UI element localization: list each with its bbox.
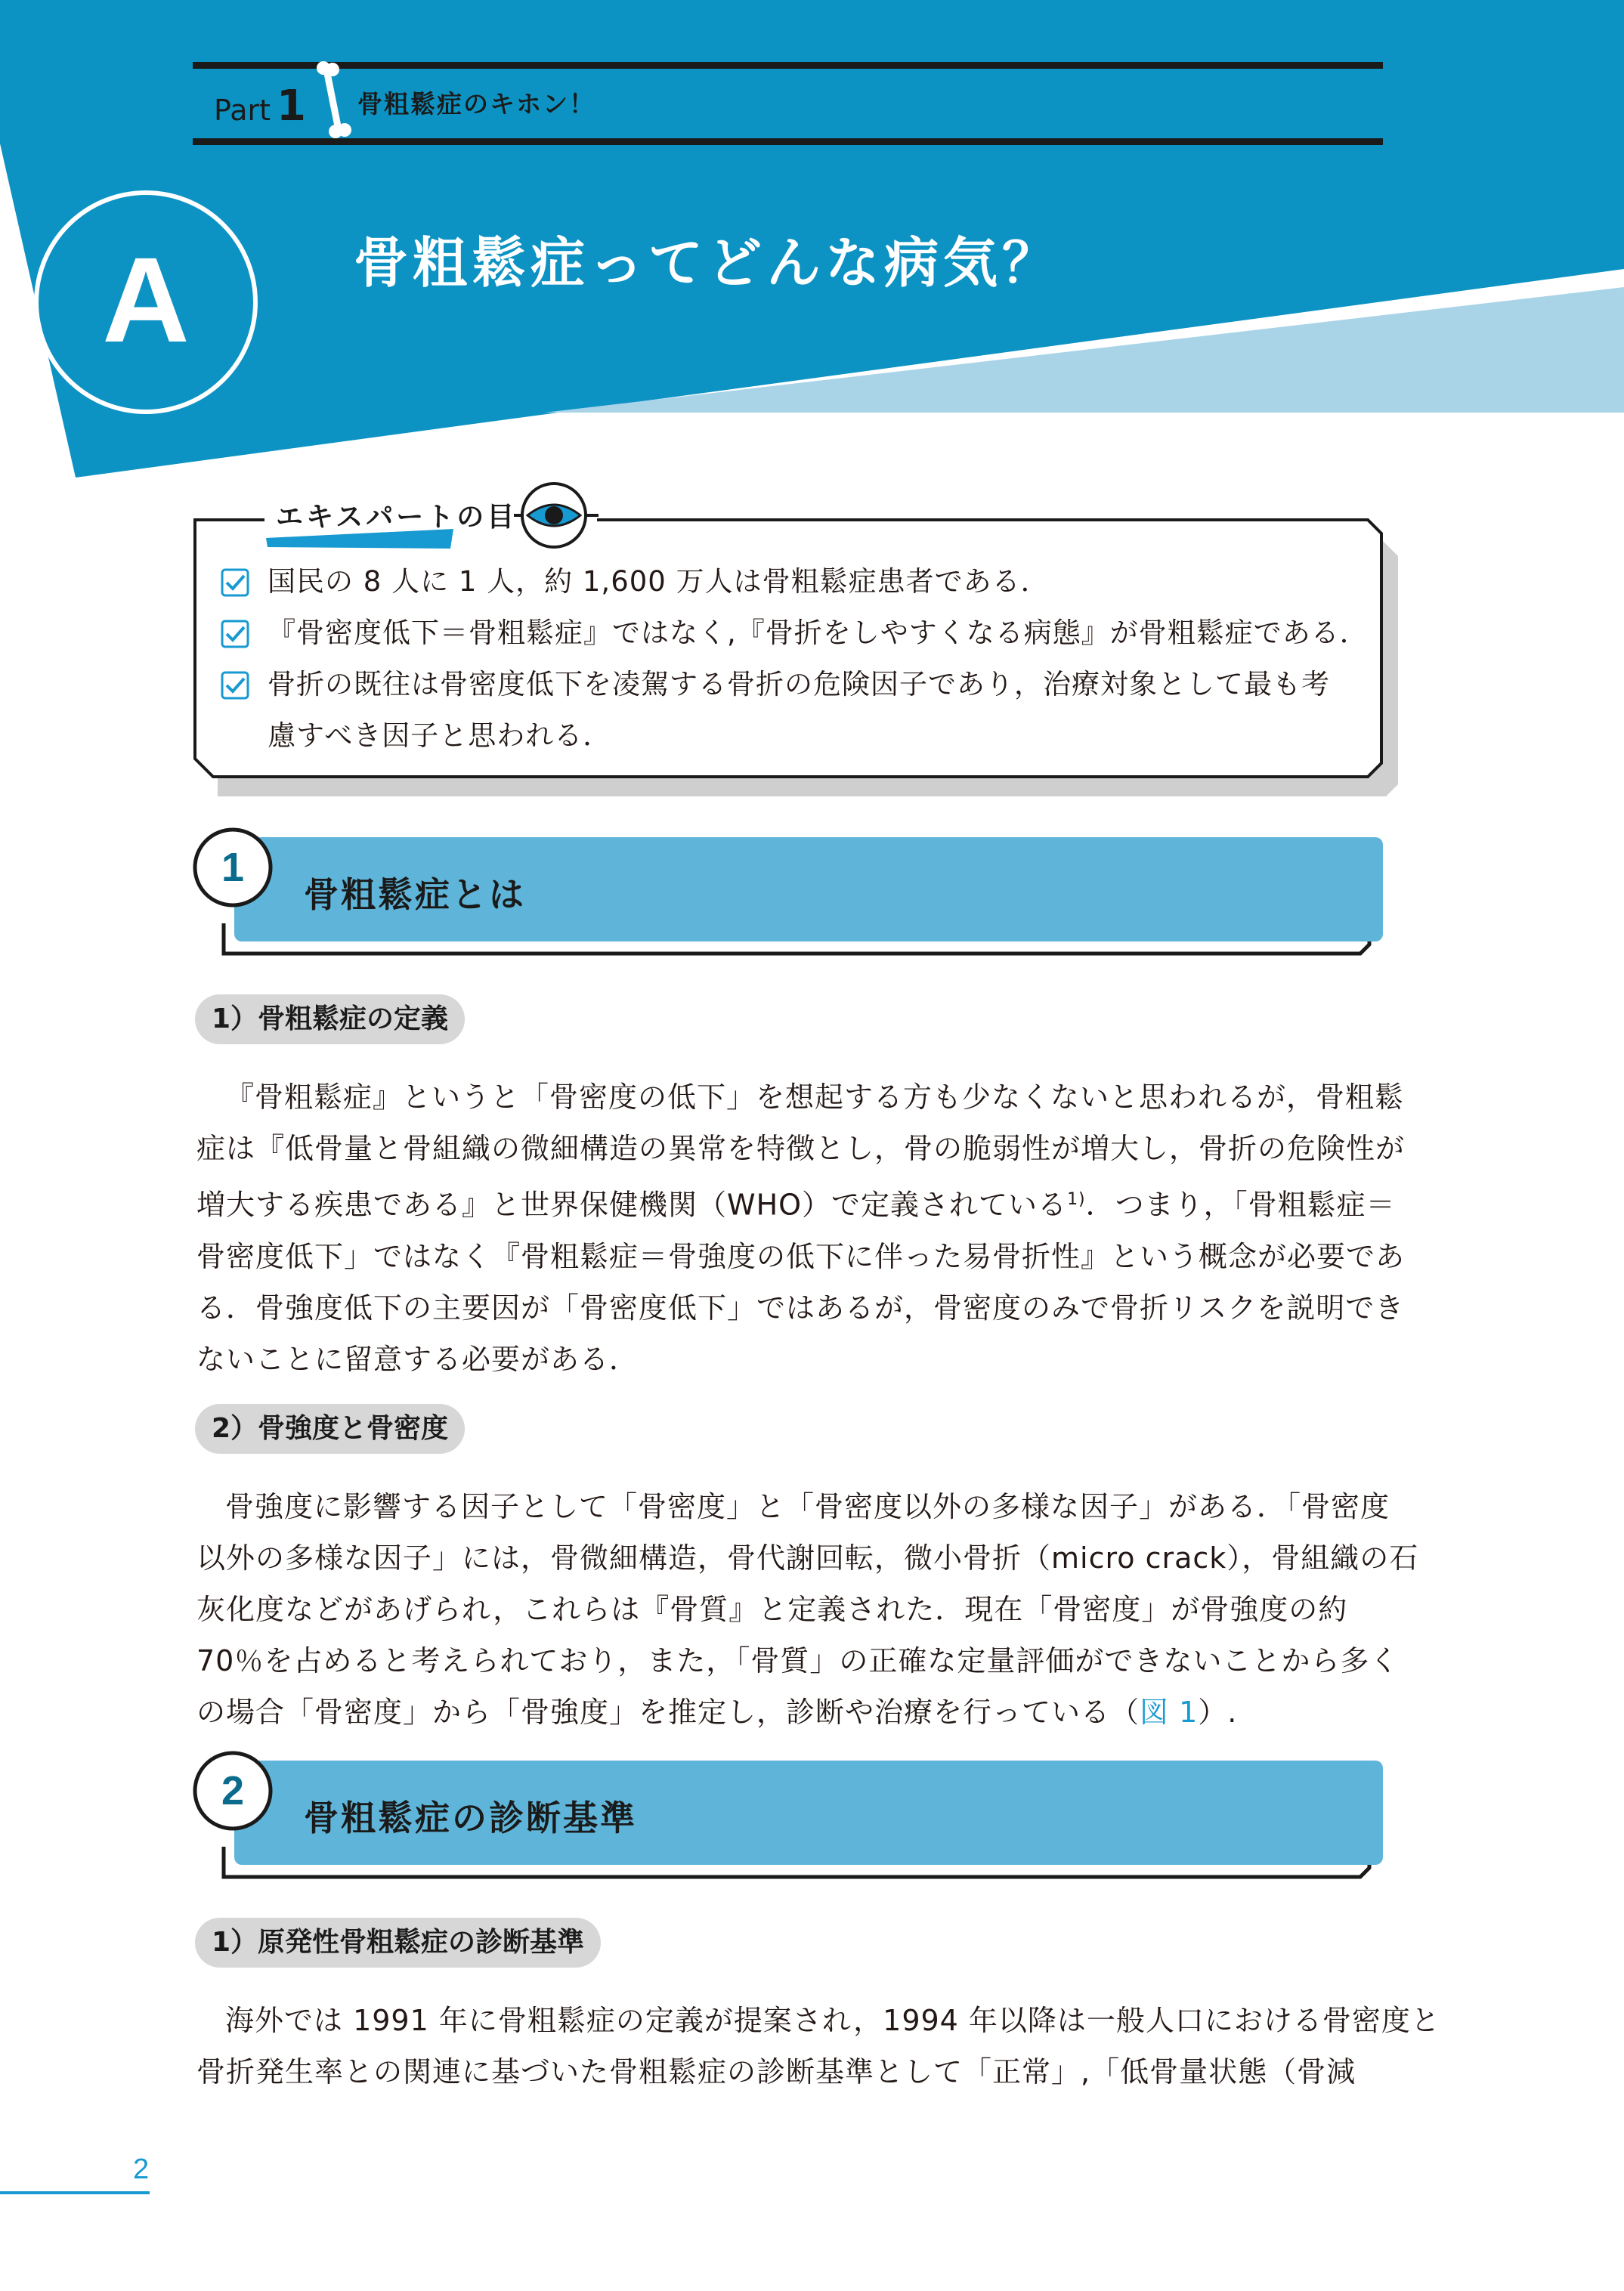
figure-1-link[interactable]: 図 1 <box>1140 1696 1199 1729</box>
text-line: 70％を占めると考えられており，また，「骨質」の正確な定量評価ができないことから多く <box>196 1644 1400 1677</box>
subsection-label: 1）原発性骨粗鬆症の診断基準 <box>195 1918 601 1968</box>
expert-point-line: 慮すべき因子と思われる． <box>268 719 612 752</box>
text-line: 海外では 1991 年に骨粗鬆症の定義が提案され，1994 年以降は一般人口における骨密度と <box>225 2004 1440 2037</box>
expert-point-text: 国民の 8 人に 1 人，約 1,600 万人は骨粗鬆症患者である． <box>268 565 1050 598</box>
expert-point-text <box>268 659 1378 762</box>
text-fragment: の場合「骨密度」から「骨強度」を推定し，診断や治療を行っている（ <box>196 1696 1140 1729</box>
subsection-label: 1）骨粗鬆症の定義 <box>195 994 465 1044</box>
part-rule-bottom <box>193 138 1383 145</box>
paragraph-bone-strength <box>196 1481 1419 1738</box>
text-line: 骨折発生率との関連に基づいた骨粗鬆症の診断基準として「正常」,「低骨量状態（骨減 <box>196 2055 1356 2088</box>
expert-box-label: エキスパートの目 <box>276 502 518 533</box>
page-number: 2 <box>133 2153 150 2185</box>
text-line: 症は『低骨量と骨組織の微細構造の異常を特徴とし，骨の脆弱性が増大し，骨折の危険性が <box>196 1132 1406 1165</box>
text-fragment: 増大する疾患である』と世界保健機関（WHO）で定義されている <box>196 1188 1068 1222</box>
section-1-title: 骨粗鬆症とは <box>304 874 526 915</box>
section-2-number: 2 <box>221 1768 245 1813</box>
text-line: 骨強度に影響する因子として「骨密度」と「骨密度以外の多様な因子」がある．「骨密度 <box>225 1490 1390 1523</box>
part-title: 骨粗鬆症のキホン！ <box>357 89 595 119</box>
part-number: 1 <box>277 82 306 131</box>
subsection-label: 2）骨強度と骨密度 <box>195 1404 465 1454</box>
section-1-number: 1 <box>221 845 245 890</box>
text-line: 『骨粗鬆症』というと「骨密度の低下」を想起する方も少なくないと思われるが，骨粗鬆 <box>225 1081 1405 1114</box>
paragraph-definition <box>196 1071 1406 1385</box>
part-label <box>214 82 306 131</box>
text-line: 骨密度低下」ではなく『骨粗鬆症＝骨強度の低下に伴った易骨折性』という概念が必要であ <box>196 1239 1406 1273</box>
part-word: Part <box>214 94 271 127</box>
text-fragment: ．つまり，「骨粗鬆症＝ <box>1085 1188 1396 1222</box>
text-fragment: ）. <box>1198 1696 1238 1729</box>
footer-rule <box>0 2191 150 2194</box>
text-line: る．骨強度低下の主要因が「骨密度低下」ではあるが，骨密度のみで骨折リスクを説明でき <box>196 1291 1405 1325</box>
expert-point-line: 骨折の既往は骨密度低下を凌駕する骨折の危険因子であり，治療対象として最も考 <box>268 668 1330 700</box>
text-line: 灰化度などがあげられ，これらは『骨質』と定義された．現在「骨密度」が骨強度の約 <box>196 1593 1348 1626</box>
checkbox-checked-icon <box>221 620 249 648</box>
expert-point-text: 『骨密度低下＝骨粗鬆症』ではなく,『骨折をしやすくなる病態』が骨粗鬆症である． <box>268 617 1369 649</box>
text-line: 以外の多様な因子」には，骨微細構造，骨代謝回転，微小骨折（micro crack），骨組織の石 <box>196 1541 1419 1575</box>
expert-point <box>221 608 1377 659</box>
expert-point <box>221 659 1377 762</box>
checkbox-checked-icon <box>221 671 249 700</box>
text-line <box>196 1687 1383 1738</box>
citation-superscript: 1) <box>1067 1190 1086 1209</box>
text-line: ないことに留意する必要がある． <box>196 1342 639 1376</box>
text-line <box>196 1174 1396 1231</box>
chapter-letter: A <box>102 232 190 367</box>
checkbox-checked-icon <box>221 568 249 597</box>
part-rule-top <box>193 62 1383 69</box>
section-2-title: 骨粗鬆症の診断基準 <box>304 1798 637 1838</box>
expert-point <box>221 556 1377 608</box>
paragraph-diagnostic-criteria <box>196 1995 1440 2098</box>
chapter-title: 骨粗鬆症ってどんな病気？ <box>354 231 1062 295</box>
